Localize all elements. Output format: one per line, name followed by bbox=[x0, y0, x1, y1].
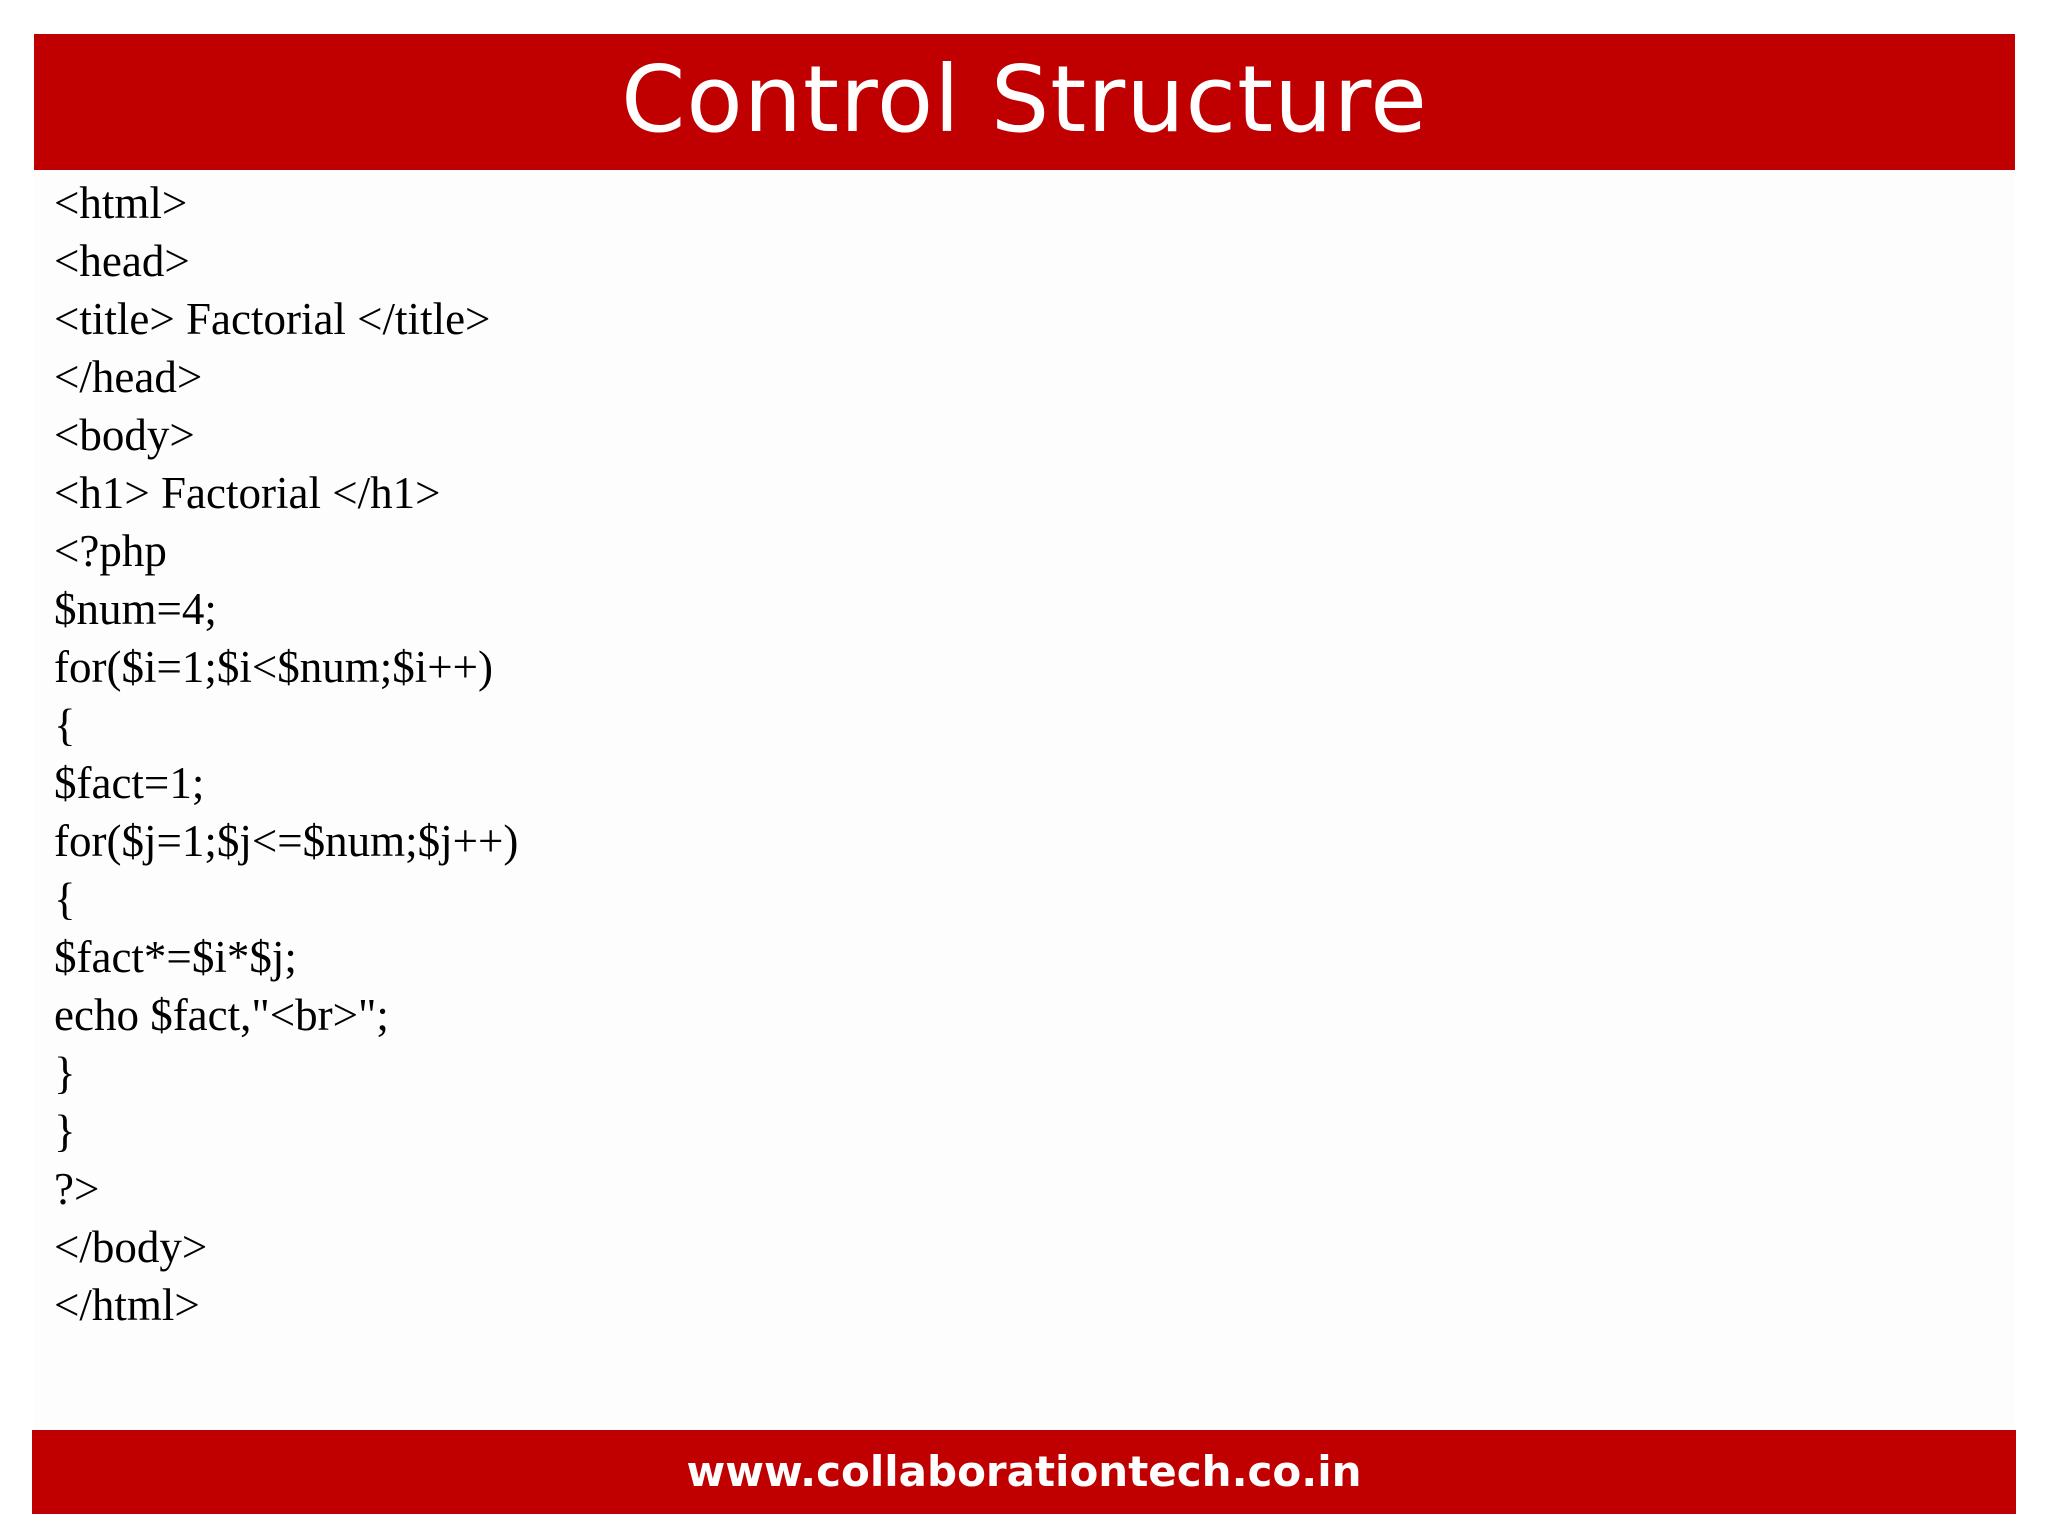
code-line: for($i=1;$i<$num;$i++) bbox=[54, 642, 493, 692]
code-line: <head> bbox=[54, 236, 190, 286]
code-line: { bbox=[54, 700, 76, 750]
code-line: { bbox=[54, 874, 76, 924]
code-line: ?> bbox=[54, 1164, 100, 1214]
code-line: </html> bbox=[54, 1280, 200, 1330]
code-line: <h1> Factorial </h1> bbox=[54, 468, 441, 518]
code-line: echo $fact,"<br>"; bbox=[54, 990, 389, 1040]
slide-title: Control Structure bbox=[621, 46, 1428, 153]
code-line: <html> bbox=[54, 178, 188, 228]
code-line: $num=4; bbox=[54, 584, 217, 634]
code-line: $fact=1; bbox=[54, 758, 205, 808]
code-line: <body> bbox=[54, 410, 195, 460]
code-line: <title> Factorial </title> bbox=[54, 294, 491, 344]
code-line: } bbox=[54, 1106, 76, 1156]
code-line: </head> bbox=[54, 352, 203, 402]
title-bar bbox=[34, 34, 2015, 170]
footer-url: www.collaborationtech.co.in bbox=[686, 1447, 1362, 1496]
code-listing bbox=[54, 174, 518, 1334]
code-line: } bbox=[54, 1048, 76, 1098]
code-line: for($j=1;$j<=$num;$j++) bbox=[54, 816, 519, 866]
code-line: $fact*=$i*$j; bbox=[54, 932, 297, 982]
code-line: <?php bbox=[54, 526, 167, 576]
footer-bar bbox=[32, 1430, 2016, 1514]
code-line: </body> bbox=[54, 1222, 208, 1272]
